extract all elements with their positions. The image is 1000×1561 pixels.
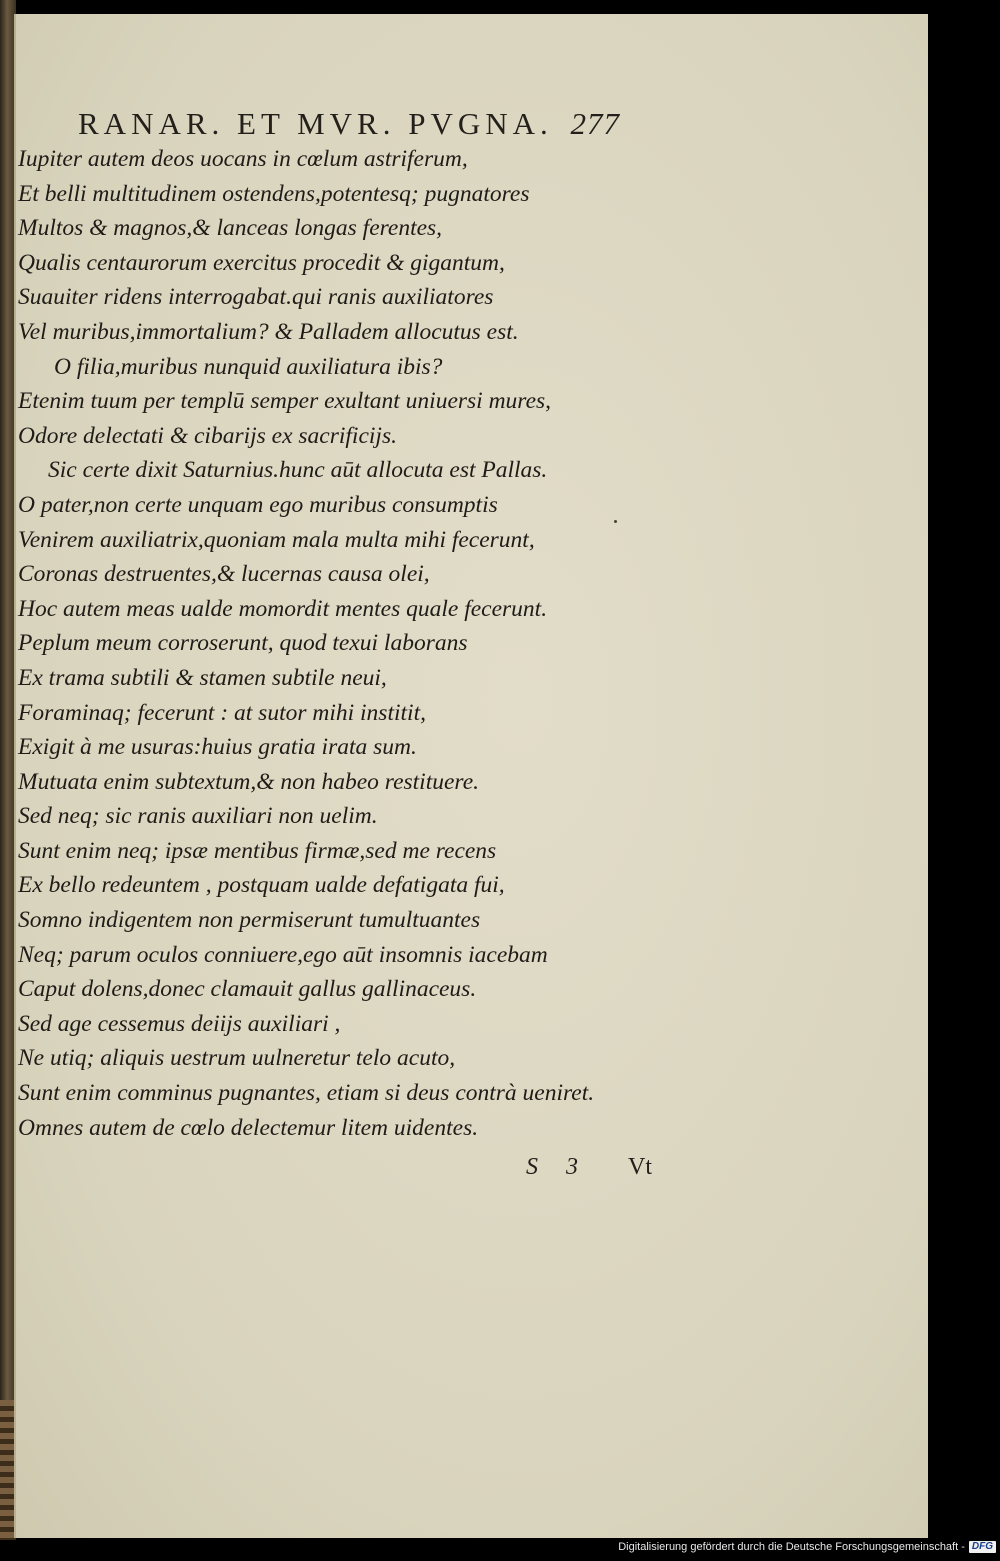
verse-line: Mutuata enim subtextum,& non habeo restituere.: [18, 768, 480, 795]
verse-line: Exigit à me usuras:huius gratia irata sum.: [18, 734, 417, 761]
verse-line: Caput dolens,donec clamauit gallus gallinaceus.: [18, 976, 477, 1003]
verse-line: Odore delectati & cibarijs ex sacrificijs.: [18, 422, 397, 449]
verse-line: Sunt enim neq; ipsæ mentibus firmæ,sed me recens: [18, 837, 497, 864]
verse-line: Ex bello redeuntem , postquam ualde defatigata fui,: [18, 872, 505, 899]
verse-line: Sunt enim comminus pugnantes, etiam si deus contrà ueniret.: [18, 1080, 595, 1107]
verse-text: [18, 142, 658, 1145]
catchword: Vt: [628, 1154, 652, 1180]
dfg-logo-icon: DFG: [969, 1541, 996, 1553]
running-head-title: RANAR. ET MVR. PVGNA.: [78, 106, 553, 141]
verse-line: Suauiter ridens interrogabat.qui ranis auxiliatores: [18, 284, 494, 311]
signature-mark: S: [526, 1154, 538, 1180]
credit-text: Digitalisierung gefördert durch die Deutsche Forschungsgemeinschaft -: [618, 1541, 965, 1553]
verse-line: Foraminaq; fecerunt : at sutor mihi institit,: [18, 699, 426, 726]
verse-line: Ne utiq; aliquis uestrum uulneretur telo acuto,: [18, 1045, 456, 1072]
verse-line: Venirem auxiliatrix,quoniam mala multa mihi fecerunt,: [18, 526, 535, 553]
page-number: 277: [570, 106, 620, 141]
verse-line: Ex trama subtili & stamen subtile neui,: [18, 664, 387, 691]
verse-line: Hoc autem meas ualde momordit mentes quale fecerunt.: [18, 595, 548, 622]
verse-line: O filia,muribus nunquid auxiliatura ibis?: [54, 353, 443, 380]
verse-line: Peplum meum corroserunt, quod texui laborans: [18, 630, 468, 657]
signature-number: 3: [566, 1154, 578, 1180]
verse-line: Sed age cessemus deiijs auxiliari ,: [18, 1010, 341, 1037]
ink-speck: [614, 520, 617, 523]
verse-line: Iupiter autem deos uocans in cœlum astriferum,: [18, 146, 468, 172]
signature-line: [526, 1154, 676, 1181]
verse-line: Coronas destruentes,& lucernas causa olei,: [18, 561, 430, 588]
verse-line: Neq; parum oculos conniuere,ego aūt insomnis iacebam: [18, 941, 548, 968]
running-head: [78, 106, 698, 142]
verse-line: Etenim tuum per templū semper exultant uniuersi mures,: [18, 388, 552, 415]
verse-line: Qualis centaurorum exercitus procedit & gigantum,: [18, 249, 505, 276]
verse-line: Sed neq; sic ranis auxiliari non uelim.: [18, 803, 378, 830]
book-page: [14, 14, 928, 1538]
verse-line: Sic certe dixit Saturnius.hunc aūt allocuta est Pallas.: [48, 457, 548, 484]
verse-line: O pater,non certe unquam ego muribus consumptis: [18, 491, 498, 518]
verse-line: Multos & magnos,& lanceas longas ferentes,: [18, 215, 443, 242]
verse-line: Vel muribus,immortalium? & Palladem allocutus est.: [18, 318, 519, 345]
digitization-credit: [618, 1539, 996, 1555]
verse-line: Omnes autem de cœlo delectemur litem uidentes.: [18, 1114, 479, 1141]
verse-line: Somno indigentem non permiserunt tumultuantes: [18, 907, 481, 934]
verse-line: Et belli multitudinem ostendens,potentesq; pugnatores: [18, 180, 530, 207]
